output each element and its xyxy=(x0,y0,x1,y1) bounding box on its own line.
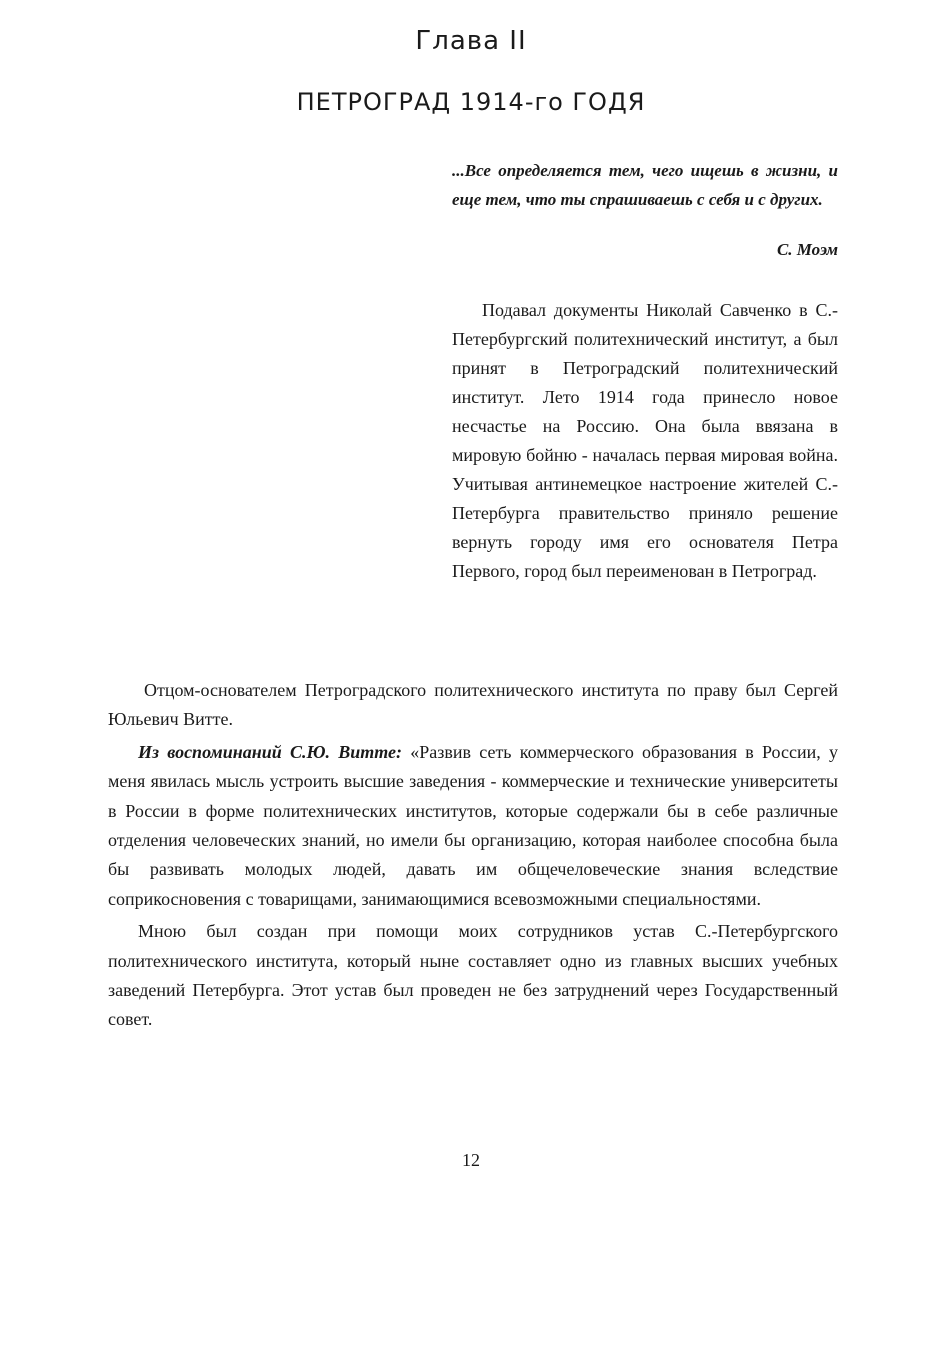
memoir-paragraph xyxy=(108,738,838,914)
memoir-label: Из воспоминаний С.Ю. Витте: xyxy=(138,741,403,762)
chapter-label: Глава II xyxy=(415,26,527,56)
statute-paragraph: Мною был создан при помощи моих сотрудников устав С.-Петербургского политехнического института, который ныне составляет одно из главных высших учебных заведений Петербурга. Этот устав был проведен не без затруднений через Государственный совет. xyxy=(108,921,838,1030)
side-paragraph: Подавал документы Николай Савченко в С.-Петербургский политехнический институт, а был принят в Петроградский политехнический институт. Лето 1914 года принесло новое несчастье на Россию. Она была ввязана в мировую бойню - началась первая мировая война. Учитывая антинемецкое настроение жителей С.-Петербурга правительство приняло решение вернуть городу имя его основателя Петра Первого, город был переименован в Петроград. xyxy=(452,300,838,581)
founder-paragraph: Отцом-основателем Петроградского политехнического института по праву был Сергей Юльевич Витте. xyxy=(108,680,838,730)
epigraph-author: С. Моэм xyxy=(776,240,838,259)
body-text xyxy=(108,676,838,1038)
epigraph-text: ...Все определяется тем, чего ищешь в жизни, и еще тем, что ты спрашиваешь с себя и с других. xyxy=(452,161,838,209)
chapter-title: ПЕТРОГРАД 1914-го ГОДЯ xyxy=(296,88,646,116)
memoir-text: «Развив сеть коммерческого образования в России, у меня явилась мысль устроить высшие заведения - коммерческие и технические университеты в России в форме политехнических институтов, которые содержали бы в себе различные отделения человеческих знаний, но имели бы организацию, которая наиболее способна была бы развивать молодых людей, давать им общечеловеческие знания вследствие соприкосновения с товарищами, занимающимися всевозможными специальностями. xyxy=(108,741,838,909)
page-number: 12 xyxy=(462,1150,480,1170)
